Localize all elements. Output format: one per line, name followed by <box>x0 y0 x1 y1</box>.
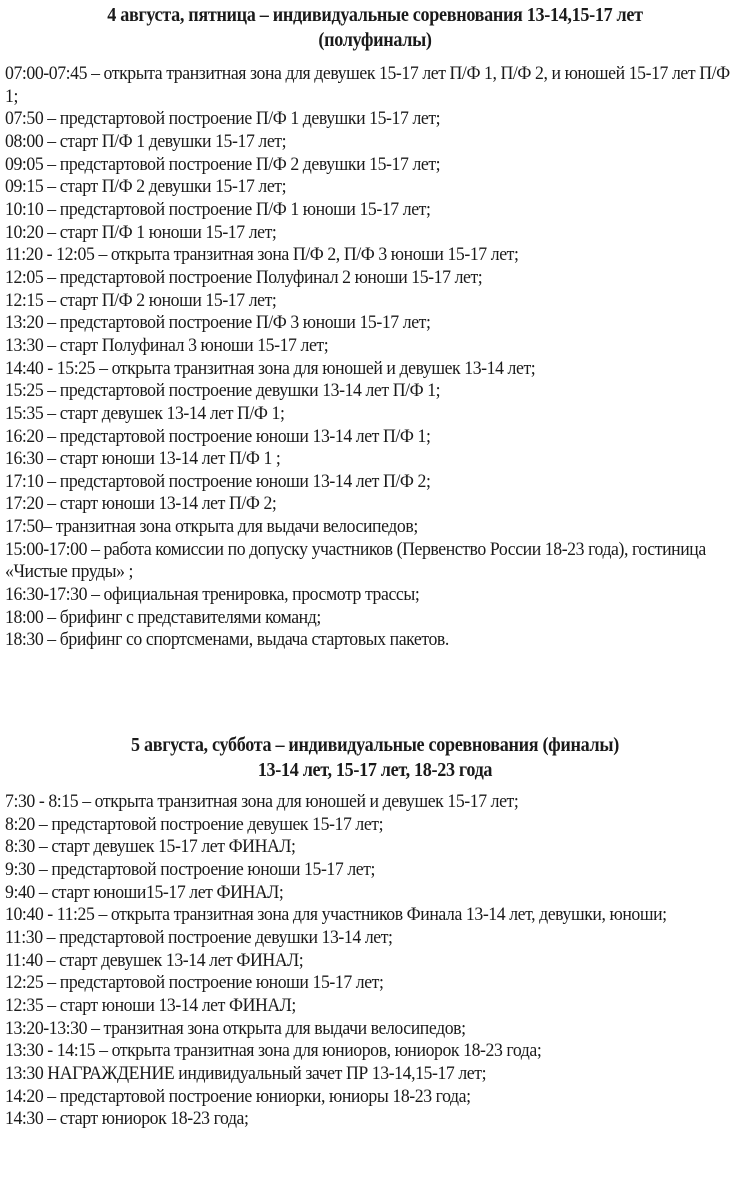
schedule-entry: 09:15 – старт П/Ф 2 девушки 15-17 лет; <box>5 176 287 198</box>
schedule-entry: 12:35 – старт юноши 13-14 лет ФИНАЛ; <box>5 994 296 1016</box>
section-2-schedule-list <box>5 791 745 1131</box>
section-1-title-line1: 4 августа, пятница – индивидуальные соревнования 13-14,15-17 лет <box>107 5 643 26</box>
schedule-entry: 13:20-13:30 – транзитная зона открыта для выдачи велосипедов; <box>5 1017 466 1039</box>
schedule-entry: 16:30 – старт юноши 13-14 лет П/Ф 1 ; <box>5 448 281 470</box>
schedule-entry: 15:35 – старт девушек 13-14 лет П/Ф 1; <box>5 402 285 424</box>
schedule-entry: 11:30 – предстартовой построение девушки 13-14 лет; <box>5 926 393 948</box>
schedule-entry: 10:40 - 11:25 – открыта транзитная зона для участников Финала 13-14 лет, девушки, юноши; <box>5 904 667 926</box>
schedule-entry: 18:00 – брифинг с представителями команд; <box>5 606 321 628</box>
schedule-entry: 12:05 – предстартовой построение Полуфинал 2 юноши 15-17 лет; <box>5 266 483 288</box>
schedule-entry: 15:25 – предстартовой построение девушки 13-14 лет П/Ф 1; <box>5 380 441 402</box>
schedule-entry: 14:30 – старт юниорок 18-23 года; <box>5 1108 249 1130</box>
schedule-entry: 16:20 – предстартовой построение юноши 13-14 лет П/Ф 1; <box>5 425 431 447</box>
schedule-entry: 13:30 – старт Полуфинал 3 юноши 15-17 лет; <box>5 334 329 356</box>
schedule-entry: 07:00-07:45 – открыта транзитная зона для девушек 15-17 лет П/Ф 1, П/Ф 2, и юношей 15-17 лет П/Ф 1; <box>5 63 730 107</box>
schedule-entry: 08:00 – старт П/Ф 1 девушки 15-17 лет; <box>5 130 287 152</box>
schedule-entry: 11:40 – старт девушек 13-14 лет ФИНАЛ; <box>5 949 304 971</box>
schedule-entry: 10:20 – старт П/Ф 1 юноши 15-17 лет; <box>5 221 277 243</box>
section-2-title-line2: 13-14 лет, 15-17 лет, 18-23 года <box>257 760 493 781</box>
schedule-entry: 9:30 – предстартовой построение юноши 15-17 лет; <box>5 858 376 880</box>
schedule-entry: 10:10 – предстартовой построение П/Ф 1 юноши 15-17 лет; <box>5 198 431 220</box>
schedule-entry: 8:30 – старт девушек 15-17 лет ФИНАЛ; <box>5 836 296 858</box>
section-1-heading <box>26 3 724 53</box>
schedule-entry: 12:25 – предстартовой построение юноши 15-17 лет; <box>5 972 384 994</box>
schedule-entry: 7:30 - 8:15 – открыта транзитная зона для юношей и девушек 15-17 лет; <box>5 791 519 812</box>
schedule-entry: 17:20 – старт юноши 13-14 лет П/Ф 2; <box>5 493 277 515</box>
section-1-title-line2: (полуфиналы) <box>318 30 432 51</box>
schedule-entry: 9:40 – старт юноши15-17 лет ФИНАЛ; <box>5 881 284 903</box>
section-1-schedule-list <box>5 63 745 652</box>
schedule-entry: 14:40 - 15:25 – открыта транзитная зона для юношей и девушек 13-14 лет; <box>5 357 536 379</box>
schedule-entry: 07:50 – предстартовой построение П/Ф 1 девушки 15-17 лет; <box>5 108 441 130</box>
section-2-heading <box>26 733 724 783</box>
section-2-title-line1: 5 августа, суббота – индивидуальные соревнования (финалы) <box>131 735 619 756</box>
schedule-entry: 13:30 НАГРАЖДЕНИЕ индивидуальный зачет ПР 13-14,15-17 лет; <box>5 1062 487 1084</box>
schedule-entry: 15:00-17:00 – работа комиссии по допуску участников (Первенство России 18-23 года), гостиница «Чистые пруды» ; <box>5 538 706 583</box>
schedule-entry: 09:05 – предстартовой построение П/Ф 2 девушки 15-17 лет; <box>5 153 441 175</box>
schedule-entry: 16:30-17:30 – официальная тренировка, просмотр трассы; <box>5 584 420 606</box>
schedule-entry: 13:20 – предстартовой построение П/Ф 3 юноши 15-17 лет; <box>5 312 431 334</box>
schedule-entry: 18:30 – брифинг со спортсменами, выдача стартовых пакетов. <box>5 629 449 651</box>
schedule-entry: 12:15 – старт П/Ф 2 юноши 15-17 лет; <box>5 289 277 311</box>
schedule-entry: 17:10 – предстартовой построение юноши 13-14 лет П/Ф 2; <box>5 470 431 492</box>
schedule-entry: 17:50– транзитная зона открыта для выдачи велосипедов; <box>5 516 418 538</box>
schedule-entry: 14:20 – предстартовой построение юниорки, юниоры 18-23 года; <box>5 1085 471 1107</box>
schedule-entry: 13:30 - 14:15 – открыта транзитная зона для юниоров, юниорок 18-23 года; <box>5 1040 542 1062</box>
schedule-entry: 8:20 – предстартовой построение девушек 15-17 лет; <box>5 813 384 835</box>
schedule-entry: 11:20 - 12:05 – открыта транзитная зона П/Ф 2, П/Ф 3 юноши 15-17 лет; <box>5 244 519 266</box>
